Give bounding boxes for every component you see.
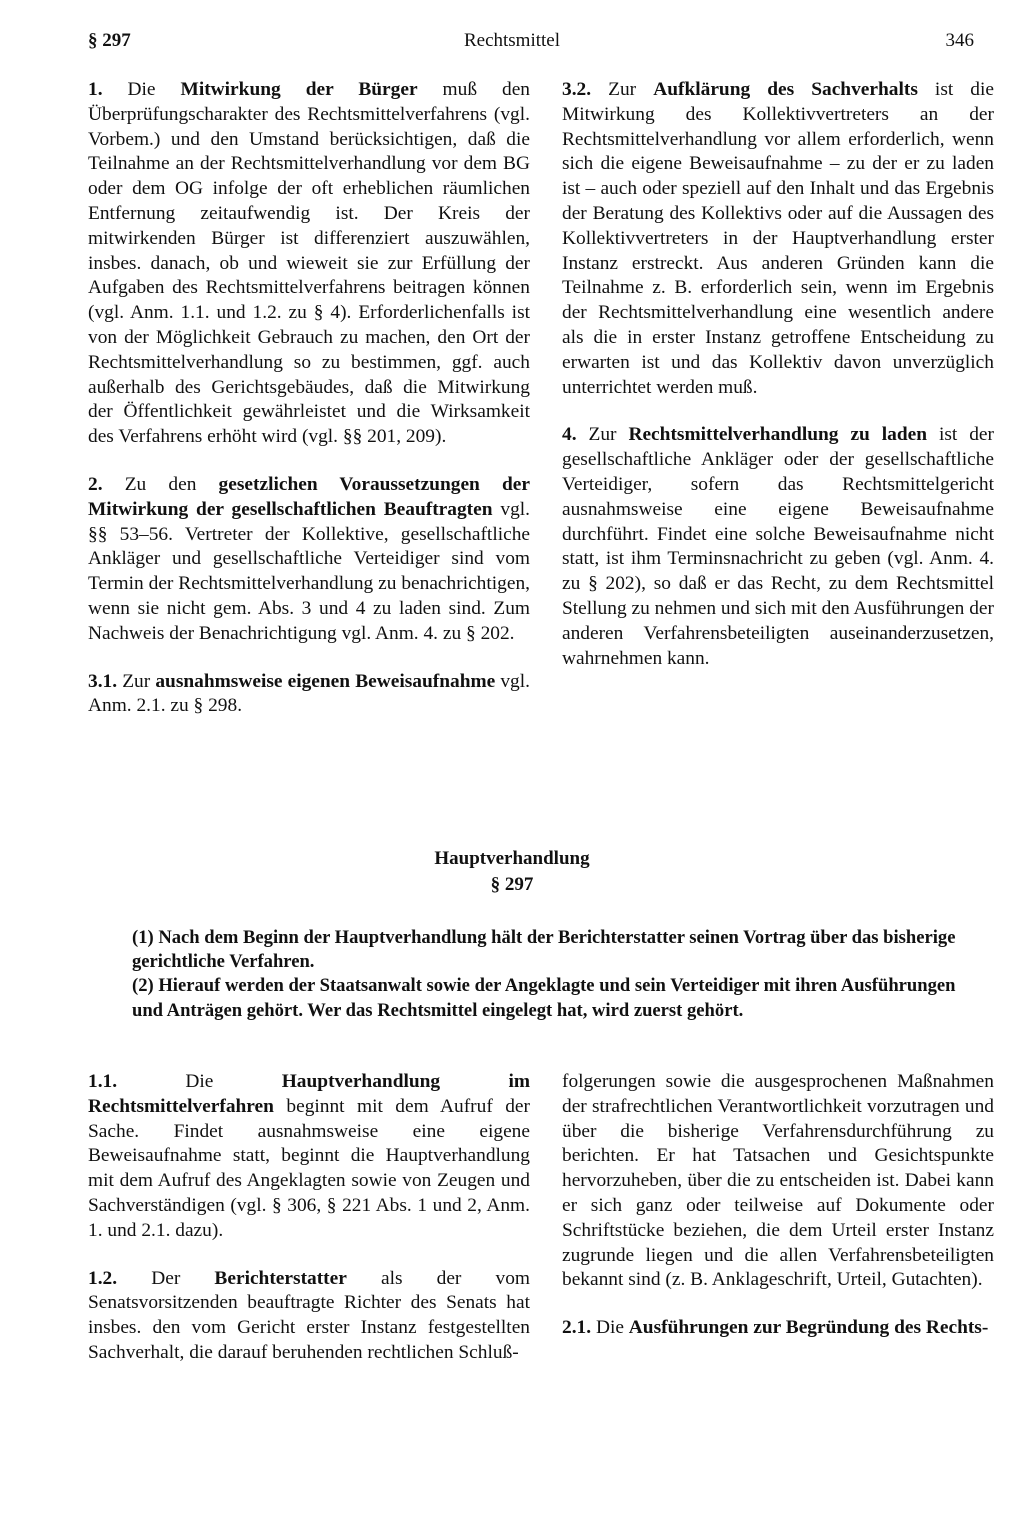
paragraph-2-1: 2.1. Die Ausführungen zur Begründung des Rechts- <box>562 1317 989 1339</box>
section-number: § 297 <box>490 874 534 895</box>
commentary-column-right-lower <box>562 1070 994 1364</box>
commentary-column-left <box>88 78 530 742</box>
paragraph-4: 4. Zur Rechtsmittelverhandlung zu laden ist der gesellschaftliche Ankläger oder der gesellschaftliche Verteidiger, sofern das Rechtsmittelgericht ausnahmsweise eine eigene Beweisaufnahme durchführt. Findet eine solche Beweisaufnahme nicht statt, ist ihm Terminsnachricht zu geben (vgl. Anm. 4. zu § 202), so daß er das Recht, zu dem Rechtsmittel Stellung zu nehmen und sich mit den Ausführungen der anderen Verfahrensbeteiligten auseinanderzusetzen, wahrnehmen kann. <box>562 424 994 669</box>
statute-paragraph-1: (1) Nach dem Beginn der Hauptverhandlung hält der Berichterstatter seinen Vortrag über das bisherige gerichtliche Verfahren. <box>132 927 956 973</box>
page-number: 346 <box>945 30 974 51</box>
commentary-column-right <box>562 78 994 694</box>
paragraph-2: 2. Zu den gesetzlichen Voraussetzungen der Mitwirkung der gesellschaftlichen Beauftragten vgl. §§ 53–56. Vertreter der Kollektive, gesellschaftliche Ankläger und gesellschaftliche Verteidiger sind vom Termin der Rechtsmittelverhandlung zu benachrichtigen, wenn sie nicht gem. Abs. 3 und 4 zu laden sind. Zum Nachweis der Benachrichtigung vgl. Anm. 4. zu § 202. <box>88 473 530 644</box>
commentary-column-left-lower <box>88 1070 530 1389</box>
paragraph-1-1: 1.1. Die Hauptverhandlung im Rechtsmittelverfahren beginnt mit dem Aufruf der Sache. Findet ausnahmsweise eine eigene Beweisaufnahme statt, beginnt die Hauptverhandlung mit dem Aufruf des Angeklagten sowie von Zeugen und Sachverständigen (vgl. § 306, § 221 Abs. 1 und 2, Anm. 1. und 2.1. dazu). <box>88 1071 530 1241</box>
bold-term: Mitwirkung der Bürger <box>180 79 418 100</box>
header-topic: Rechtsmittel <box>463 30 561 51</box>
bold-term: ausnahmsweise eigenen Beweisaufnahme <box>155 670 496 692</box>
header-section: § 297 <box>88 30 131 51</box>
paragraph-1-2-continued: folgerungen sowie die ausgesprochenen Maßnahmen der strafrechtlichen Verantwortlichkeit vorzutragen und über die bisherige Verfahrensdurchführung zu berichten. Er hat Tatsachen und Gesichtspunkte hervorzuheben, über die zu entscheiden ist. Dabei kann er sich ganz oder teilweise auf Dokumente oder Schriftstücke beziehen, die dem Urteil erster Instanz zugrunde liegen und die allen Verfahrensbeteiligten bekannt sind (z. B. Anklageschrift, Urteil, Gutachten). <box>562 1071 994 1291</box>
bold-term: Hauptverhandlung im Rechtsmittelverfahren <box>88 1071 530 1117</box>
bold-term: Berichterstatter <box>214 1267 347 1289</box>
bold-term: Ausführungen zur Begründung des Rechts- <box>628 1317 989 1339</box>
bold-term: Rechtsmittelverhandlung zu laden <box>628 424 928 446</box>
paragraph-3-2: 3.2. Zur Aufklärung des Sachverhalts ist die Mitwirkung des Kollektivvertreters an der Rechtsmittelverhandlung vor allem erforderlich, wenn sich die eigene Beweisaufnahme – zu der er zu laden ist – auch oder speziell auf den Inhalt und das Ergebnis der Beratung des Kollektivs oder auf die Aussagen des Kollektivvertreters in der Hauptverhandlung erster Instanz erstreckt. Aus anderen Gründen kann die Teilnahme z. B. erforderlich sein, wenn im Ergebnis der Rechtsmittelverhandlung eine wesentlich andere als die in erster Instanz getroffene Entscheidung zu erwarten ist und das Kollektiv davon unverzüglich unterrichtet werden muß. <box>562 79 994 398</box>
statute-paragraph-2: (2) Hierauf werden der Staatsanwalt sowie der Angeklagte und sein Verteidiger mit ihren Ausführungen und Anträgen gehört. Wer das Rechtsmittel eingelegt hat, wird zuerst gehört. <box>132 975 956 1021</box>
paragraph-1: 1. Die Mitwirkung der Bürger muß den Überprüfungscharakter des Rechtsmittelverfahrens (vgl. Vorbem.) und den Umstand berücksichtigen, daß die Teilnahme an der Rechtsmittelverhandlung vor dem BG oder dem OG infolge der oft erheblichen räumlichen Entfernung zeitaufwendig ist. Der Kreis der mitwirkenden Bürger ist differenziert auszuwählen, insbes. danach, ob und wieweit sie zur Erfüllung der Aufgaben des Rechtsmittelverfahrens beitragen können (vgl. Anm. 1.1. und 1.2. zu § 4). Erforderlichenfalls ist von der Möglichkeit Gebrauch zu machen, den Ort der Rechtsmittelverhandlung so zu bestimmen, ggf. auch außerhalb des Gerichtsgebäudes, daß die Mitwirkung der Öffentlichkeit gewährleistet und die Wirksamkeit des Verfahrens erhöht wird (vgl. §§ 201, 209). <box>88 79 530 448</box>
bold-term: Aufklärung des Sachverhalts <box>653 79 918 100</box>
statute-text <box>132 926 964 1023</box>
page-header <box>0 30 1024 60</box>
section-heading <box>0 846 1024 898</box>
bold-term: gesetzlichen Voraussetzungen der Mitwirkung der gesellschaftlichen Beauftragten <box>88 473 530 520</box>
paragraph-3-1: 3.1. Zur ausnahmsweise eigenen Beweisaufnahme vgl. Anm. 2.1. zu § 298. <box>88 670 530 717</box>
section-title: Hauptverhandlung <box>434 848 590 869</box>
paragraph-1-2: 1.2. Der Berichterstatter als der vom Senatsvorsitzenden beauftragte Richter des Senats hat insbes. den vom Gericht erster Instanz festgestellten Sachverhalt, die darauf beruhenden rechtlichen Schluß- <box>88 1267 530 1363</box>
